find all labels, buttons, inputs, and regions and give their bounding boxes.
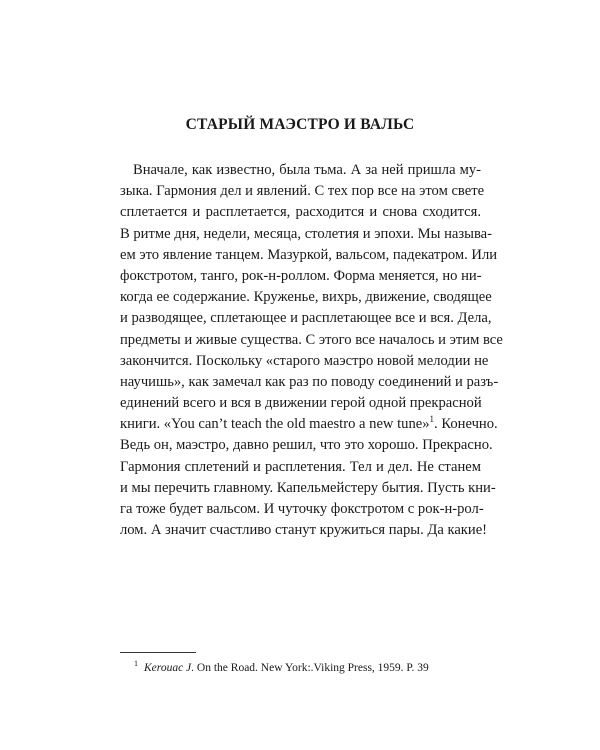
body-line: В ритме дня, недели, месяца, столетия и эпохи. Мы называ- bbox=[120, 225, 492, 242]
body-line: Гармония сплетений и расплетения. Тел и дел. Не станем bbox=[120, 458, 481, 475]
body-line: и разводящее, сплетающее и расплетающее все и вся. Дела, bbox=[120, 310, 492, 327]
footnote-marker[interactable]: 1 bbox=[429, 414, 435, 425]
body-line-text: книги. «You can’t teach the old maestro a new tune» bbox=[120, 416, 430, 433]
body-line: предметы и живые существа. С этого все началось и этим все bbox=[120, 331, 503, 348]
body-line-with-footnote bbox=[120, 414, 498, 435]
body-line: сплетается и расплетается, расходится и снова сходится. bbox=[120, 204, 481, 221]
body-line: закончится. Поскольку «старого маэстро новой мелодии не bbox=[120, 352, 489, 369]
body-line: зыка. Гармония дел и явлений. С тех пор все на этом свете bbox=[120, 183, 485, 200]
body-line: научишь», как замечал как раз по поводу соединений и разъ- bbox=[120, 373, 499, 390]
body-line: фокстротом, танго, рок-н-роллом. Форма меняется, но ни- bbox=[120, 267, 482, 284]
body-line: когда ее содержание. Круженье, вихрь, движение, сводящее bbox=[120, 289, 492, 306]
body-line: единений всего и вся в движении герой одной прекрасной bbox=[120, 395, 482, 412]
chapter-title: СТАРЫЙ МАЭСТРО И ВАЛЬС bbox=[185, 116, 415, 133]
body-line: Вначале, как известно, была тьма. А за ней пришла му- bbox=[133, 162, 481, 178]
chapter-body bbox=[120, 160, 503, 541]
body-line: лом. А значит счастливо станут кружиться пары. Да какие! bbox=[120, 522, 488, 539]
body-line: Ведь он, маэстро, давно решил, что это хорошо. Прекрасно. bbox=[120, 437, 493, 454]
footnote-author: Kerouac J bbox=[144, 662, 192, 674]
footnote: 1 Kerouac J. On the Road. New York:.Viking Press, 1959. P. 39 bbox=[134, 659, 429, 674]
footnote-divider bbox=[120, 652, 196, 653]
footnote-text: . On the Road. New York:.Viking Press, 1959. P. 39 bbox=[191, 662, 429, 674]
body-line-tail: . Конечно. bbox=[434, 416, 498, 433]
body-line: и мы перечить главному. Капельмейстеру бытия. Пусть кни- bbox=[120, 479, 496, 496]
body-line: ем это явление танцем. Мазуркой, вальсом, падекатром. Или bbox=[120, 246, 498, 263]
body-line: га тоже будет вальсом. И чуточку фокстротом с рок-н-рол- bbox=[120, 501, 484, 517]
